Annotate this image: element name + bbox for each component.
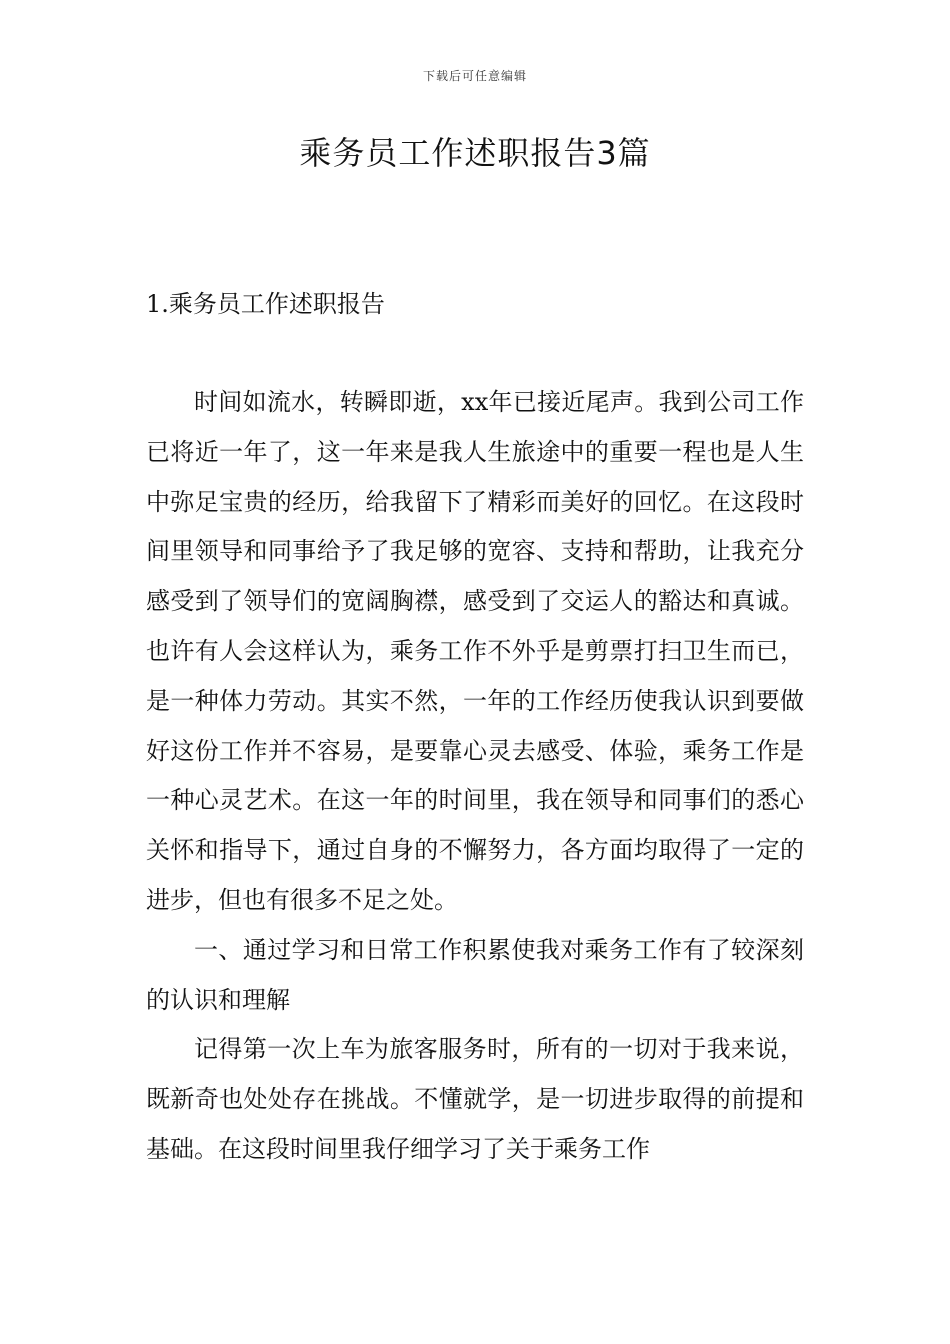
paragraph-first-trip: 记得第一次上车为旅客服务时，所有的一切对于我来说，既新奇也处处存在挑战。不懂就学，是一切进步取得的前提和基础。在这段时间里我仔细学习了关于乘务工作: [146, 1035, 804, 1163]
paragraph-subheading: 一、通过学习和日常工作积累使我对乘务工作有了较深刻的认识和理解: [146, 935, 804, 1014]
header-note: 下载后可任意编辑: [422, 69, 527, 83]
paragraph-intro: 时间如流水，转瞬即逝，xx年已接近尾声。我到公司工作已将近一年了，这一年来是我人生旅途中的重要一程也是人生中弥足宝贵的经历，给我留下了精彩而美好的回忆。在这段时间里领导和同事给予了我足够的宽容、支持和帮助，让我充分感受到了领导们的宽阔胸襟，感受到了交运人的豁达和真诚。也许有人会这样认为，乘务工作不外乎是剪票打扫卫生而已，是一种体力劳动。其实不然，一年的工作经历使我认识到要做好这份工作并不容易，是要靠心灵去感受、体验，乘务工作是一种心灵艺术。在这一年的时间里，我在领导和同事们的悉心关怀和指导下，通过自身的不懈努力，各方面均取得了一定的进步，但也有很多不足之处。: [146, 388, 804, 914]
document-body: [146, 378, 804, 1175]
section-heading: 1.乘务员工作述职报告: [146, 290, 385, 318]
document-title: 乘务员工作述职报告3篇: [299, 134, 651, 172]
